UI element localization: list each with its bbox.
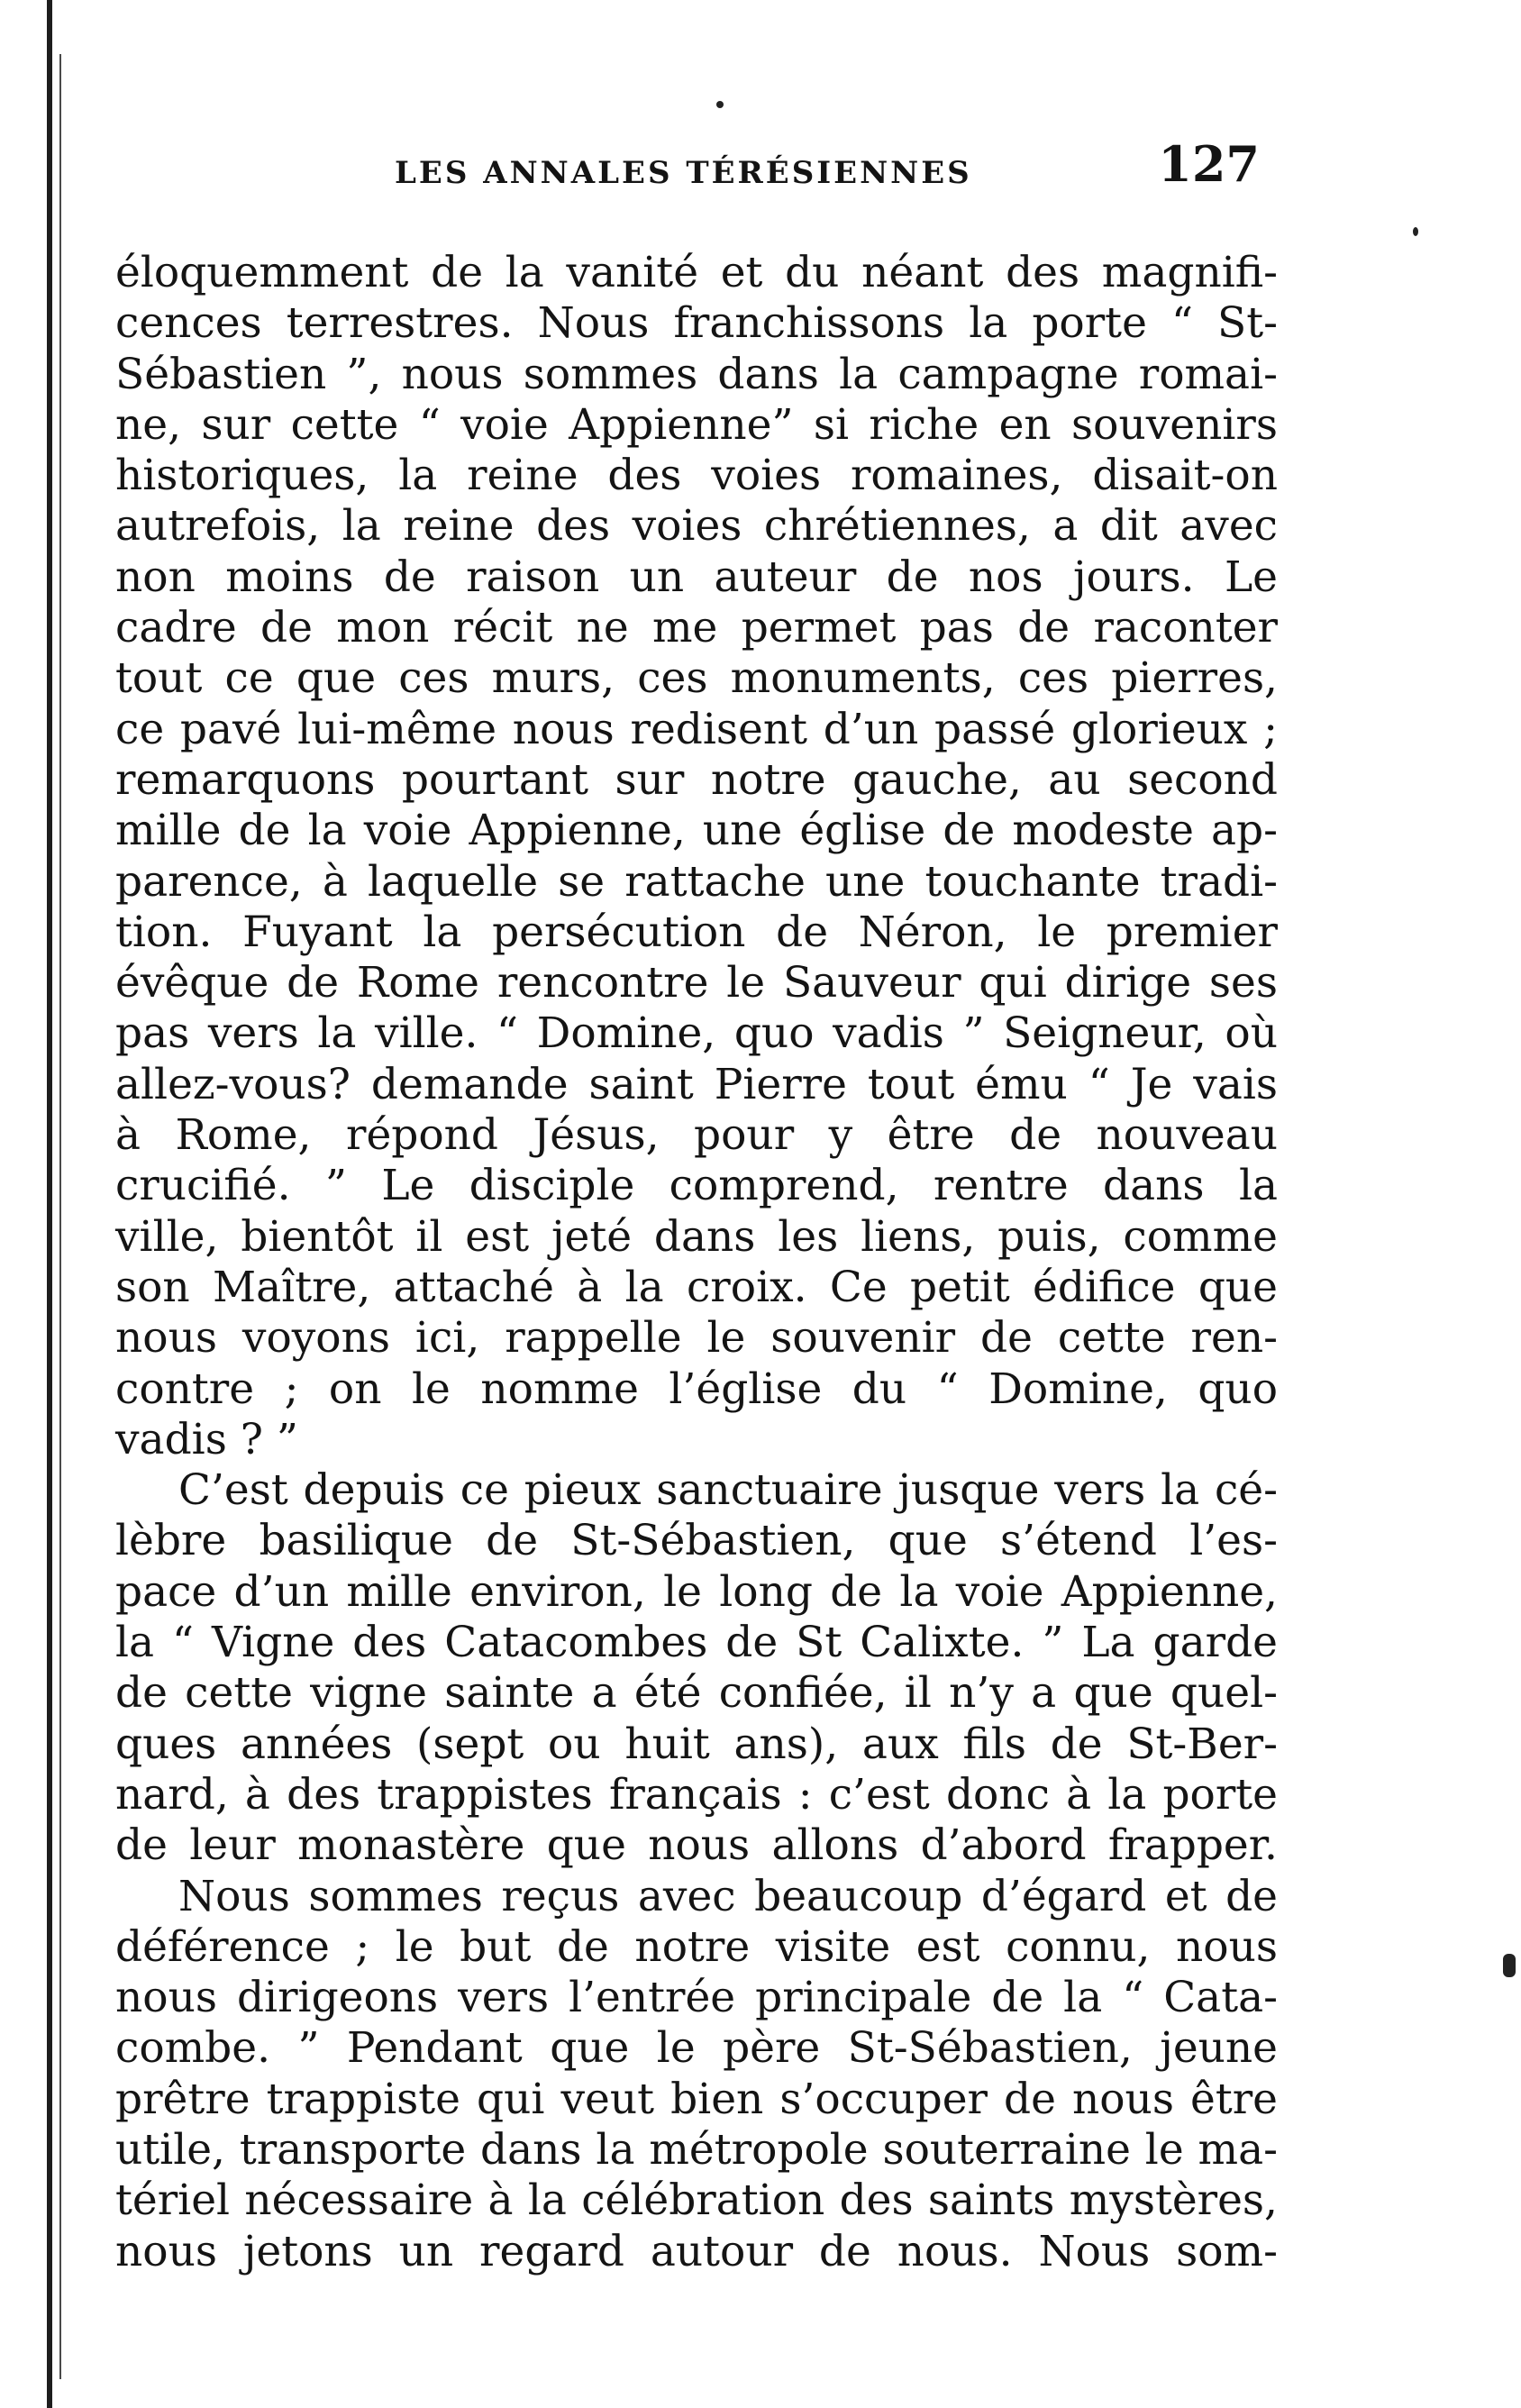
binding-edge (47, 0, 52, 2408)
binding-edge-inner (59, 54, 61, 2379)
text-line: allez-vous? demande saint Pierre tout ému “ Je vais (115, 1059, 1278, 1109)
page-header (115, 117, 1287, 216)
text-line: Sébastien ”, nous sommes dans la campagne romai- (115, 349, 1278, 399)
ink-speck (1413, 227, 1418, 236)
text-line: vadis ? ” (115, 1414, 298, 1464)
text-line: combe. ” Pendant que le père St-Sébastien, jeune (115, 2023, 1278, 2074)
text-line: tériel nécessaire à la célébration des saints mystères, (115, 2175, 1278, 2226)
text-line: crucifié. ” Le disciple comprend, rentre dans la (115, 1161, 1278, 1211)
text-line: nard, à des trappistes français : c’est donc à la porte (115, 1769, 1278, 1820)
text-line: historiques, la reine des voies romaines, disait-on (115, 451, 1278, 501)
text-line: son Maître, attaché à la croix. Ce petit édifice que (115, 1262, 1278, 1312)
text-line: évêque de Rome rencontre le Sauveur qui dirige ses (115, 958, 1278, 1008)
text-line: nous jetons un regard autour de nous. Nous som- (115, 2226, 1278, 2276)
text-line: pas vers la ville. “ Domine, quo vadis ” Seigneur, où (115, 1008, 1278, 1059)
text-line: remarquons pourtant sur notre gauche, au second (115, 754, 1278, 805)
text-line: prêtre trappiste qui veut bien s’occuper de nous être (115, 2074, 1278, 2124)
text-line: cadre de mon récit ne me permet pas de raconter (115, 603, 1278, 653)
text-line: tout ce que ces murs, ces monuments, ces pierres, (115, 653, 1278, 704)
text-line: utile, transporte dans la métropole souterraine le ma- (115, 2124, 1278, 2175)
text-line: contre ; on le nomme l’église du “ Domine, quo (115, 1364, 1278, 1414)
text-line: nous dirigeons vers l’entrée principale de la “ Cata- (115, 1973, 1278, 2023)
text-line: nous voyons ici, rappelle le souvenir de cette ren- (115, 1313, 1278, 1364)
ink-speck (716, 101, 724, 108)
book-page (115, 117, 1287, 2334)
text-line: à Rome, répond Jésus, pour y être de nouveau (115, 1110, 1278, 1161)
text-line: autrefois, la reine des voies chrétiennes, a dit avec (115, 501, 1278, 552)
ink-blot (1503, 1954, 1516, 1977)
text-line: Nous sommes reçus avec beaucoup d’égard et de (178, 1871, 1278, 1921)
text-line: ques années (sept ou huit ans), aux fils de St-Ber- (115, 1719, 1278, 1769)
text-line: cences terrestres. Nous franchissons la porte “ St- (115, 298, 1278, 349)
text-line: pace d’un mille environ, le long de la voie Appienne, (115, 1566, 1278, 1617)
text-line: C’est depuis ce pieux sanctuaire jusque vers la cé- (178, 1465, 1278, 1516)
text-line: tion. Fuyant la persécution de Néron, le premier (115, 907, 1278, 957)
text-line: ce pavé lui-même nous redisent d’un passé glorieux ; (115, 704, 1278, 754)
body-text (115, 248, 1278, 2277)
text-line: lèbre basilique de St-Sébastien, que s’étend l’es- (115, 1516, 1278, 1566)
text-line: ville, bientôt il est jeté dans les liens, puis, comme (115, 1211, 1278, 1262)
page-number: 127 (1158, 135, 1260, 193)
text-line: parence, à laquelle se rattache une touchante tradi- (115, 856, 1278, 907)
text-line: de leur monastère que nous allons d’abord frapper. (115, 1820, 1278, 1871)
text-line: mille de la voie Appienne, une église de modeste ap- (115, 806, 1278, 856)
text-line: déférence ; le but de notre visite est connu, nous (115, 1921, 1278, 1972)
text-line: la “ Vigne des Catacombes de St Calixte. ” La garde (115, 1618, 1278, 1668)
running-title: LES ANNALES TÉRÉSIENNES (395, 155, 972, 191)
text-line: éloquemment de la vanité et du néant des magnifi- (115, 248, 1278, 297)
text-line: ne, sur cette “ voie Appienne” si riche en souvenirs (115, 399, 1278, 450)
text-line: de cette vigne sainte a été confiée, il n’y a que quel- (115, 1668, 1278, 1719)
text-line: non moins de raison un auteur de nos jours. Le (115, 552, 1278, 602)
